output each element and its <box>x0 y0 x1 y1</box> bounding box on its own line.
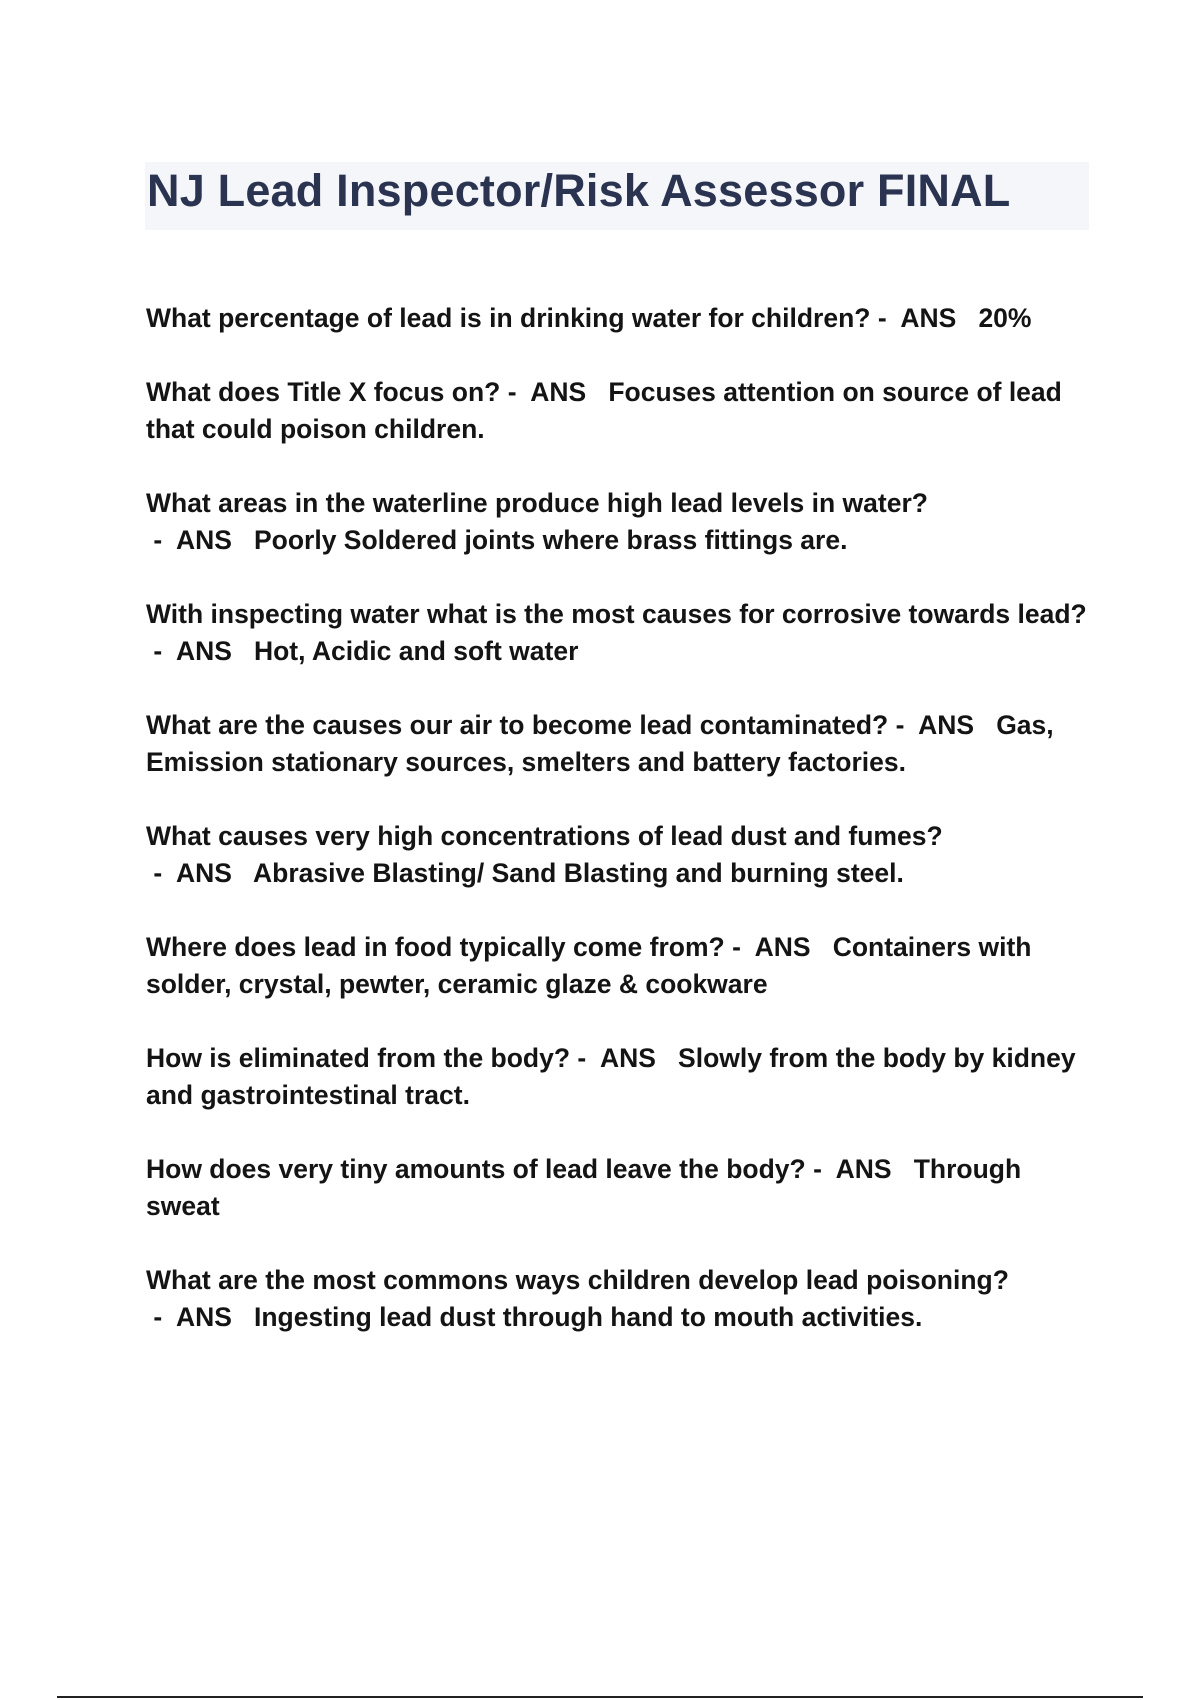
qa-item-7: Where does lead in food typically come from? - ANS Containers with solder, crystal, pewter, ceramic glaze & cookware <box>146 932 1032 999</box>
qa-item-1: What percentage of lead is in drinking water for children? - ANS 20% <box>146 303 1032 333</box>
answer-text: Slowly from the body by kidney and gastrointestinal tract. <box>146 1043 1076 1110</box>
question-text: What areas in the waterline produce high lead levels in water? <box>146 488 928 518</box>
answer-text: Gas, Emission stationary sources, smelters and battery factories. <box>146 710 1054 777</box>
qa-item-2: What does Title X focus on? - ANS Focuses attention on source of lead that could poison children. <box>146 377 1062 444</box>
qa-item-6: What causes very high concentrations of lead dust and fumes? - ANS Abrasive Blasting/ Sand Blasting and burning steel. <box>146 821 943 888</box>
answer-text: Through sweat <box>146 1154 1022 1221</box>
qa-item-10: What are the most commons ways children develop lead poisoning? - ANS Ingesting lead dust through hand to mouth activities. <box>146 1265 1009 1332</box>
qa-item-9: How does very tiny amounts of lead leave the body? - ANS Through sweat <box>146 1154 1022 1221</box>
qa-item-3: What areas in the waterline produce high lead levels in water? - ANS Poorly Soldered joints where brass fittings are. <box>146 488 928 555</box>
question-text: With inspecting water what is the most causes for corrosive towards lead? <box>146 599 1087 629</box>
qa-item-4: With inspecting water what is the most causes for corrosive towards lead? - ANS Hot, Acidic and soft water <box>146 599 1087 666</box>
answer-text: Hot, Acidic and soft water <box>253 636 579 666</box>
answer-text: Focuses attention on source of lead that could poison children. <box>146 377 1062 444</box>
question-text: How is eliminated from the body? <box>146 1043 571 1073</box>
document-title: NJ Lead Inspector/Risk Assessor FINAL <box>147 165 1011 216</box>
ans-label: ANS <box>900 303 957 333</box>
answer-text: 20% <box>978 303 1032 333</box>
qa-item-8: How is eliminated from the body? - ANS Slowly from the body by kidney and gastrointestinal tract. <box>146 1043 1076 1110</box>
question-text: What causes very high concentrations of lead dust and fumes? <box>146 821 943 851</box>
ans-label: ANS <box>175 525 232 555</box>
qa-item-5: What are the causes our air to become lead contaminated? - ANS Gas, Emission stationary sources, smelters and battery factories. <box>146 710 1054 777</box>
answer-text: Containers with solder, crystal, pewter, ceramic glaze & cookware <box>146 932 1032 999</box>
ans-label: ANS <box>175 1302 232 1332</box>
ans-label: ANS <box>175 636 232 666</box>
ans-label: ANS <box>918 710 975 740</box>
question-text: How does very tiny amounts of lead leave the body? <box>146 1154 806 1184</box>
ans-label: ANS <box>599 1043 656 1073</box>
ans-label: ANS <box>835 1154 892 1184</box>
answer-text: Abrasive Blasting/ Sand Blasting and burning steel. <box>253 858 904 888</box>
qa-list <box>146 300 1096 1373</box>
ans-label: ANS <box>754 932 811 962</box>
footer-divider <box>57 1696 1143 1698</box>
ans-label: ANS <box>530 377 587 407</box>
ans-label: ANS <box>175 858 232 888</box>
question-text: Where does lead in food typically come from? <box>146 932 725 962</box>
question-text: What does Title X focus on? <box>146 377 501 407</box>
question-text: What are the most commons ways children develop lead poisoning? <box>146 1265 1009 1295</box>
question-text: What percentage of lead is in drinking water for children? <box>146 303 871 333</box>
answer-text: Ingesting lead dust through hand to mouth activities. <box>253 1302 923 1332</box>
answer-text: Poorly Soldered joints where brass fittings are. <box>253 525 848 555</box>
question-text: What are the causes our air to become lead contaminated? <box>146 710 889 740</box>
